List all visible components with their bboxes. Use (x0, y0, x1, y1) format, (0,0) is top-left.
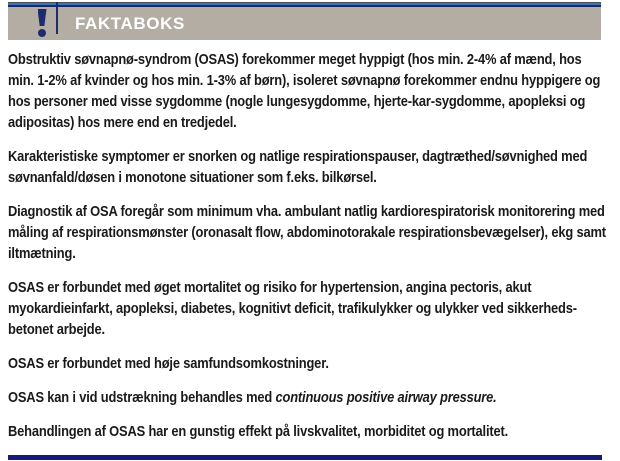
paragraph-symptoms (8, 146, 607, 188)
paragraph-text: Obstruktiv søvnapnø-syndrom (OSAS) forekommer meget hyppigt (hos min. 2-4% af mænd, hos min. 1-2% af kvinder og hos min. 1-3% af børn), isoleret søvnapnø forekommer endnu hyppigere og hos personer med visse sygdomme (nogle lungesygdomme, hjerte-kar-sygdomme, apopleksi og adipositas) hos mere end en tredjedel. (8, 51, 601, 131)
paragraph-text: OSAS er forbundet med høje samfundsomkostninger. (8, 355, 329, 372)
header-divider (56, 2, 58, 34)
exclamation-icon-bar (38, 9, 47, 26)
paragraph-text: Diagnostik af OSA foregår som minimum vha. ambulant natlig kardiorespiratorisk monitorering med måling af respirationsmønster (oronasalt flow, abdominotorakale respirationsbevægelser), ekg samt iltmætning. (8, 203, 606, 262)
paragraph-italic-text: continuous positive airway pressure. (275, 389, 497, 406)
faktaboks-panel (8, 2, 606, 460)
exclamation-icon (37, 9, 47, 38)
exclamation-icon-dot (38, 29, 46, 37)
paragraph-treatment (8, 387, 607, 408)
header-title: FAKTABOKS (75, 14, 185, 33)
paragraph-text: OSAS kan i vid udstrækning behandles med (8, 389, 276, 406)
paragraph-costs (8, 353, 607, 374)
paragraph-text: OSAS er forbundet med øget mortalitet og risiko for hypertension, angina pectoris, akut myokardieinfarkt, apopleksi, diabetes, kognitivt deficit, trafikulykker og ulykker ved sikkerheds-betonet arbejde. (8, 279, 577, 338)
header-bar (8, 7, 601, 40)
paragraph-prevalence (8, 49, 607, 133)
paragraph-text: Behandlingen af OSAS har en gunstig effekt på livskvalitet, morbiditet og mortalitet. (8, 423, 509, 440)
paragraph-text: Karakteristiske symptomer er snorken og natlige respirationspauser, dagtræthed/søvnighed med søvnanfald/døsen i monotone situationer som f.eks. bilkørsel. (8, 148, 588, 186)
paragraph-risks (8, 277, 607, 340)
paragraph-diagnostics (8, 201, 607, 264)
paragraph-effect (8, 421, 607, 442)
factbox-content (8, 40, 606, 442)
bottom-border-line (8, 455, 602, 460)
